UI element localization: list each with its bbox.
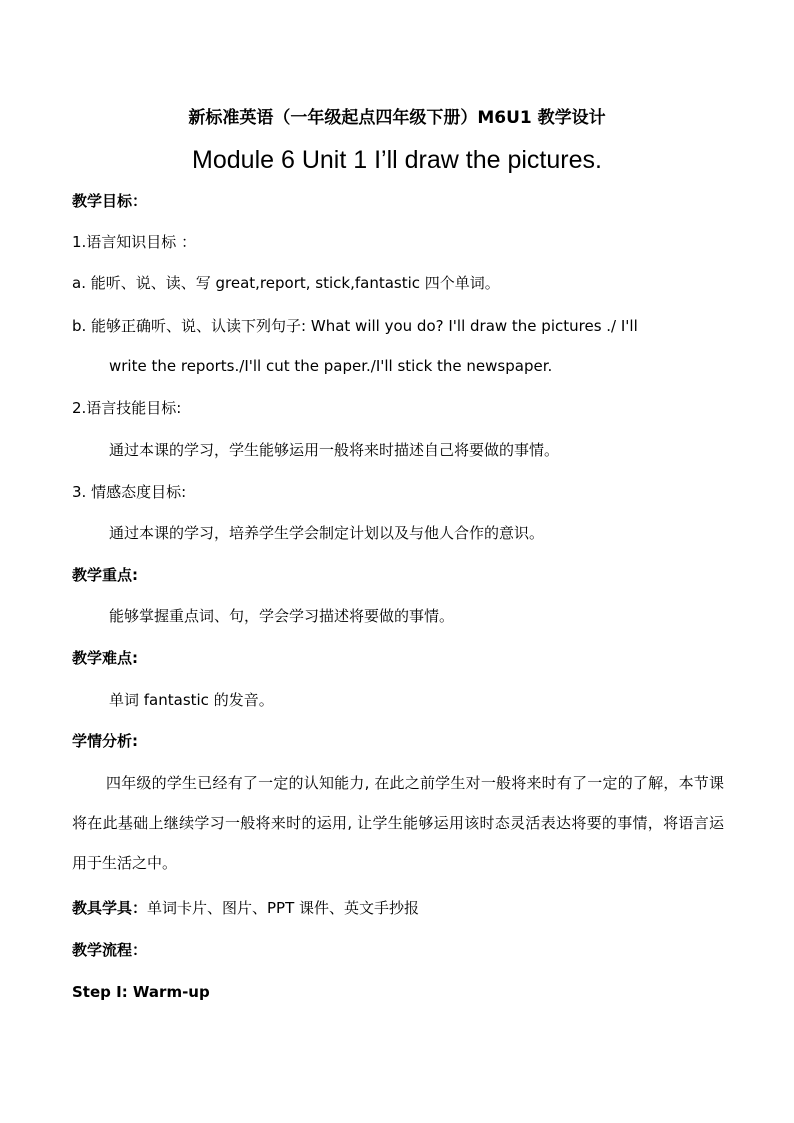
key-points-heading: 教学重点: bbox=[72, 566, 138, 584]
objectives-heading: 教学目标： bbox=[72, 192, 148, 210]
procedure-step-1: Step I: Warm-up bbox=[72, 983, 210, 1001]
language-skill-text: 通过本课的学习，学生能够运用一般将来时描述自己将要做的事情。 bbox=[109, 441, 560, 459]
difficulties-heading: 教学难点: bbox=[72, 649, 138, 667]
objective-item-b-line-1: b. 能够正确听、说、认读下列句子: What will you do? I'll draw the pictures ./ I'll bbox=[72, 317, 638, 335]
objective-item-b-line-2: write the reports./I'll cut the paper./I'll stick the newspaper. bbox=[109, 357, 553, 375]
analysis-heading: 学情分析: bbox=[72, 732, 138, 750]
tools-heading: 教具学具： bbox=[72, 899, 148, 917]
document-title-english: Module 6 Unit 1 I’ll draw the pictures. bbox=[192, 146, 602, 174]
key-points-text: 能够掌握重点词、句，学会学习描述将要做的事情。 bbox=[109, 607, 455, 625]
tools-text: 单词卡片、图片、PPT 课件、英文手抄报 bbox=[147, 899, 420, 917]
emotion-heading: 3. 情感态度目标: bbox=[72, 483, 187, 501]
objective-item-a: a. 能听、说、读、写 great,report, stick,fantastic 四个单词。 bbox=[72, 274, 500, 292]
language-skill-heading: 2.语言技能目标: bbox=[72, 399, 182, 417]
analysis-paragraph: 四年级的学生已经有了一定的认知能力, 在此之前学生对一般将来时有了一定的了解，本节课将在此基础上继续学习一般将来时的运用, 让学生能够运用该时态灵活表达将要的事情，将语言运用于生活之中。 bbox=[72, 774, 724, 872]
emotion-text: 通过本课的学习，培养学生学会制定计划以及与他人合作的意识。 bbox=[109, 524, 545, 542]
difficulties-text: 单词 fantastic 的发音。 bbox=[109, 691, 274, 709]
tools-line bbox=[72, 897, 419, 919]
document-title-chinese: 新标准英语（一年级起点四年级下册）M6U1 教学设计 bbox=[188, 108, 606, 128]
language-knowledge-heading: 1.语言知识目标 ： bbox=[72, 233, 197, 251]
procedure-heading: 教学流程： bbox=[72, 941, 148, 959]
